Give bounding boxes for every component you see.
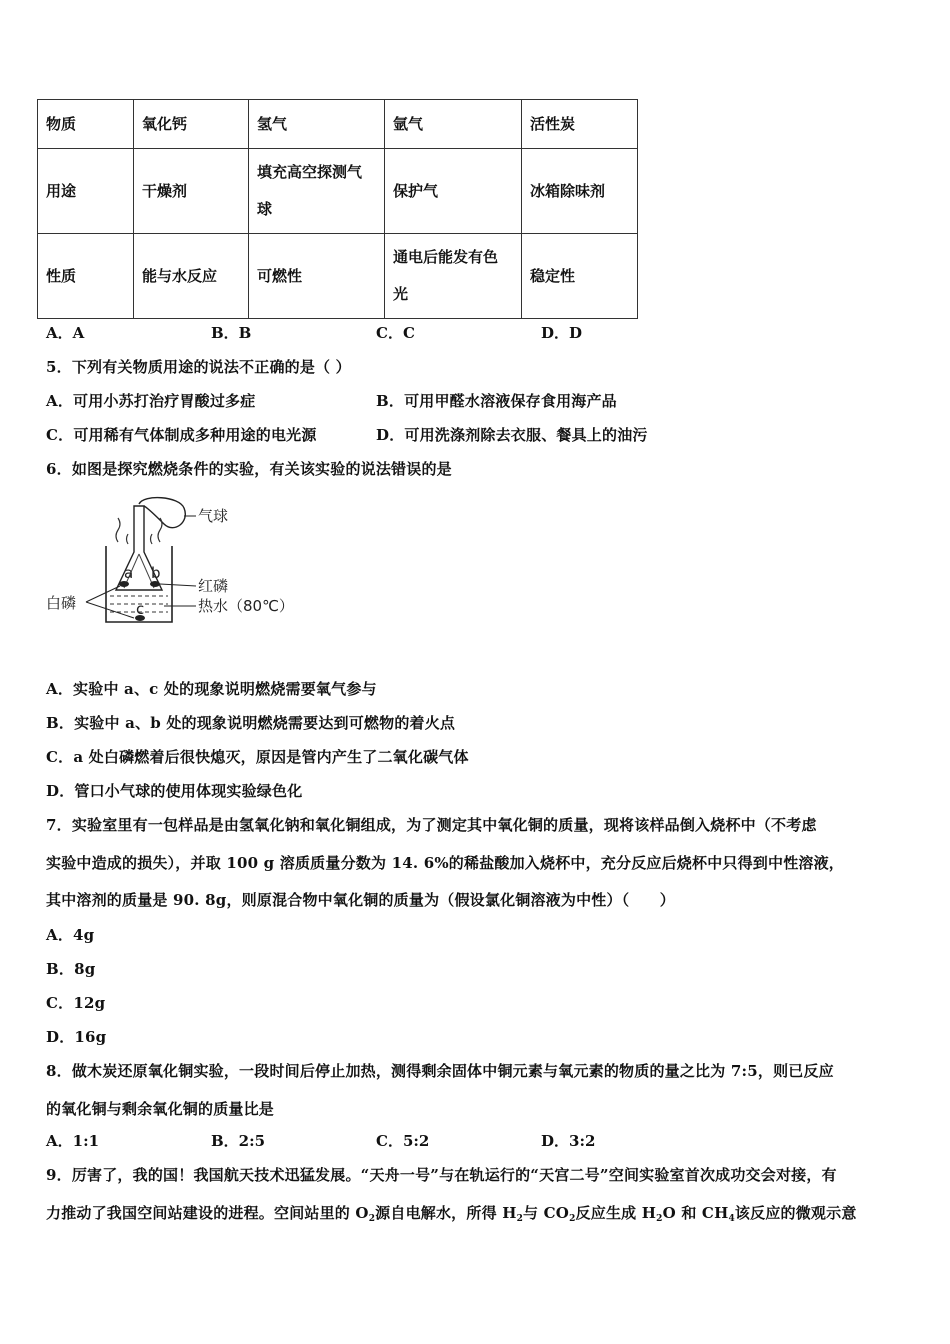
table-cell: 干燥剂 bbox=[134, 149, 249, 234]
q9-text: O 和 CH bbox=[662, 1204, 729, 1222]
q7-stem-line1: 7．实验室里有一包样品是由氢氧化钠和氧化铜组成，为了测定其中氧化铜的质量，现将该样品倒入烧杯中（不考虑 bbox=[46, 816, 817, 834]
q5-option-a: A．可用小苏打治疗胃酸过多症 bbox=[46, 392, 256, 410]
cell-line: 通电后能发有色 bbox=[393, 248, 499, 266]
q7-option-b: B．8g bbox=[46, 960, 96, 978]
q4-option-d: D．D bbox=[541, 324, 583, 342]
q7-option-a: A．4g bbox=[46, 926, 95, 944]
label-hot-water: 热水（80℃） bbox=[198, 597, 294, 615]
q8-option-b: B．2:5 bbox=[211, 1132, 266, 1150]
table-cell: 物质 bbox=[38, 100, 134, 149]
q8-option-c: C．5:2 bbox=[376, 1132, 430, 1150]
cell-line: 填充高空探测气 bbox=[257, 163, 363, 181]
table-row bbox=[38, 234, 638, 319]
subscript: 2 bbox=[516, 1214, 524, 1224]
label-c: c bbox=[136, 600, 145, 618]
tube-top bbox=[134, 506, 144, 516]
table-cell: 保护气 bbox=[385, 149, 522, 234]
q5-stem: 5．下列有关物质用途的说法不正确的是（ ） bbox=[46, 358, 351, 376]
q5-option-c: C．可用稀有气体制成多种用途的电光源 bbox=[46, 426, 317, 444]
q9-stem-line2 bbox=[46, 1202, 857, 1223]
q6-option-b: B．实验中 a、b 处的现象说明燃烧需要达到可燃物的着火点 bbox=[46, 714, 456, 732]
q9-text: 力推动了我国空间站建设的进程。空间站里的 O bbox=[46, 1204, 369, 1222]
table-cell: 冰箱除味剂 bbox=[522, 149, 638, 234]
q6-option-c: C．a 处白磷燃着后很快熄灭，原因是管内产生了二氧化碳气体 bbox=[46, 748, 469, 766]
subscript: 2 bbox=[569, 1214, 576, 1224]
table-row bbox=[38, 100, 638, 149]
q9-text: 反应生成 H bbox=[575, 1204, 657, 1222]
q9-text: 源自电解水，所得 H bbox=[375, 1204, 517, 1222]
q8-option-a: A．1:1 bbox=[46, 1132, 100, 1150]
label-a: a bbox=[124, 564, 134, 582]
steam bbox=[116, 518, 162, 544]
q8-stem-line2: 的氧化铜与剩余氧化铜的质量比是 bbox=[46, 1100, 275, 1118]
label-balloon: 气球 bbox=[198, 507, 229, 525]
table-cell: 性质 bbox=[38, 234, 134, 319]
q7-stem-line2: 实验中造成的损失），并取 100 g 溶质质量分数为 14. 6%的稀盐酸加入烧杯中，充分反应后烧杯中只得到中性溶液， bbox=[46, 854, 845, 872]
q6-option-d: D．管口小气球的使用体现实验绿色化 bbox=[46, 782, 303, 800]
table-cell: 氩气 bbox=[385, 100, 522, 149]
subscript: 2 bbox=[368, 1214, 376, 1224]
table-cell: 用途 bbox=[38, 149, 134, 234]
q4-option-c: C．C bbox=[376, 324, 415, 342]
cell-line: 球 bbox=[257, 200, 273, 218]
q4-option-a: A．A bbox=[46, 324, 85, 342]
label-white-phosphorus: 白磷 bbox=[46, 594, 77, 612]
table-cell: 活性炭 bbox=[522, 100, 638, 149]
combustion-apparatus-figure bbox=[44, 494, 294, 630]
q4-option-b: B．B bbox=[211, 324, 252, 342]
q5-option-d: D．可用洗涤剂除去衣服、餐具上的油污 bbox=[376, 426, 648, 444]
q9-stem-line1: 9．厉害了，我的国！我国航天技术迅猛发展。“天舟一号”与在轨运行的“天宫二号”空间实验室首次成功交会对接，有 bbox=[46, 1166, 837, 1184]
cell-line: 光 bbox=[393, 285, 409, 303]
table-cell bbox=[249, 149, 385, 234]
subscript: 4 bbox=[728, 1214, 735, 1224]
q7-option-d: D．16g bbox=[46, 1028, 107, 1046]
table-cell: 氧化钙 bbox=[134, 100, 249, 149]
q7-option-c: C．12g bbox=[46, 994, 106, 1012]
label-red-phosphorus: 红磷 bbox=[198, 577, 229, 595]
table-cell: 氢气 bbox=[249, 100, 385, 149]
substance-table bbox=[37, 99, 638, 319]
q9-text: 与 CO bbox=[523, 1204, 570, 1222]
subscript: 2 bbox=[656, 1214, 663, 1224]
table-cell bbox=[385, 234, 522, 319]
q8-option-d: D．3:2 bbox=[541, 1132, 596, 1150]
q6-stem: 6．如图是探究燃烧条件的实验，有关该实验的说法错误的是 bbox=[46, 460, 452, 478]
table-cell: 能与水反应 bbox=[134, 234, 249, 319]
table-cell: 可燃性 bbox=[249, 234, 385, 319]
q6-option-a: A．实验中 a、c 处的现象说明燃烧需要氧气参与 bbox=[46, 680, 377, 698]
q7-stem-line3: 其中溶剂的质量是 90. 8g，则原混合物中氧化铜的质量为（假设氯化铜溶液为中性）（ ） bbox=[46, 891, 675, 909]
table-cell: 稳定性 bbox=[522, 234, 638, 319]
q5-option-b: B．可用甲醛水溶液保存食用海产品 bbox=[376, 392, 617, 410]
q8-stem-line1: 8．做木炭还原氧化铜实验，一段时间后停止加热，测得剩余固体中铜元素与氧元素的物质的量之比为 7:5，则已反应 bbox=[46, 1062, 834, 1080]
q9-text: 该反应的微观示意 bbox=[734, 1204, 857, 1222]
label-b: b bbox=[151, 564, 161, 582]
table-row bbox=[38, 149, 638, 234]
